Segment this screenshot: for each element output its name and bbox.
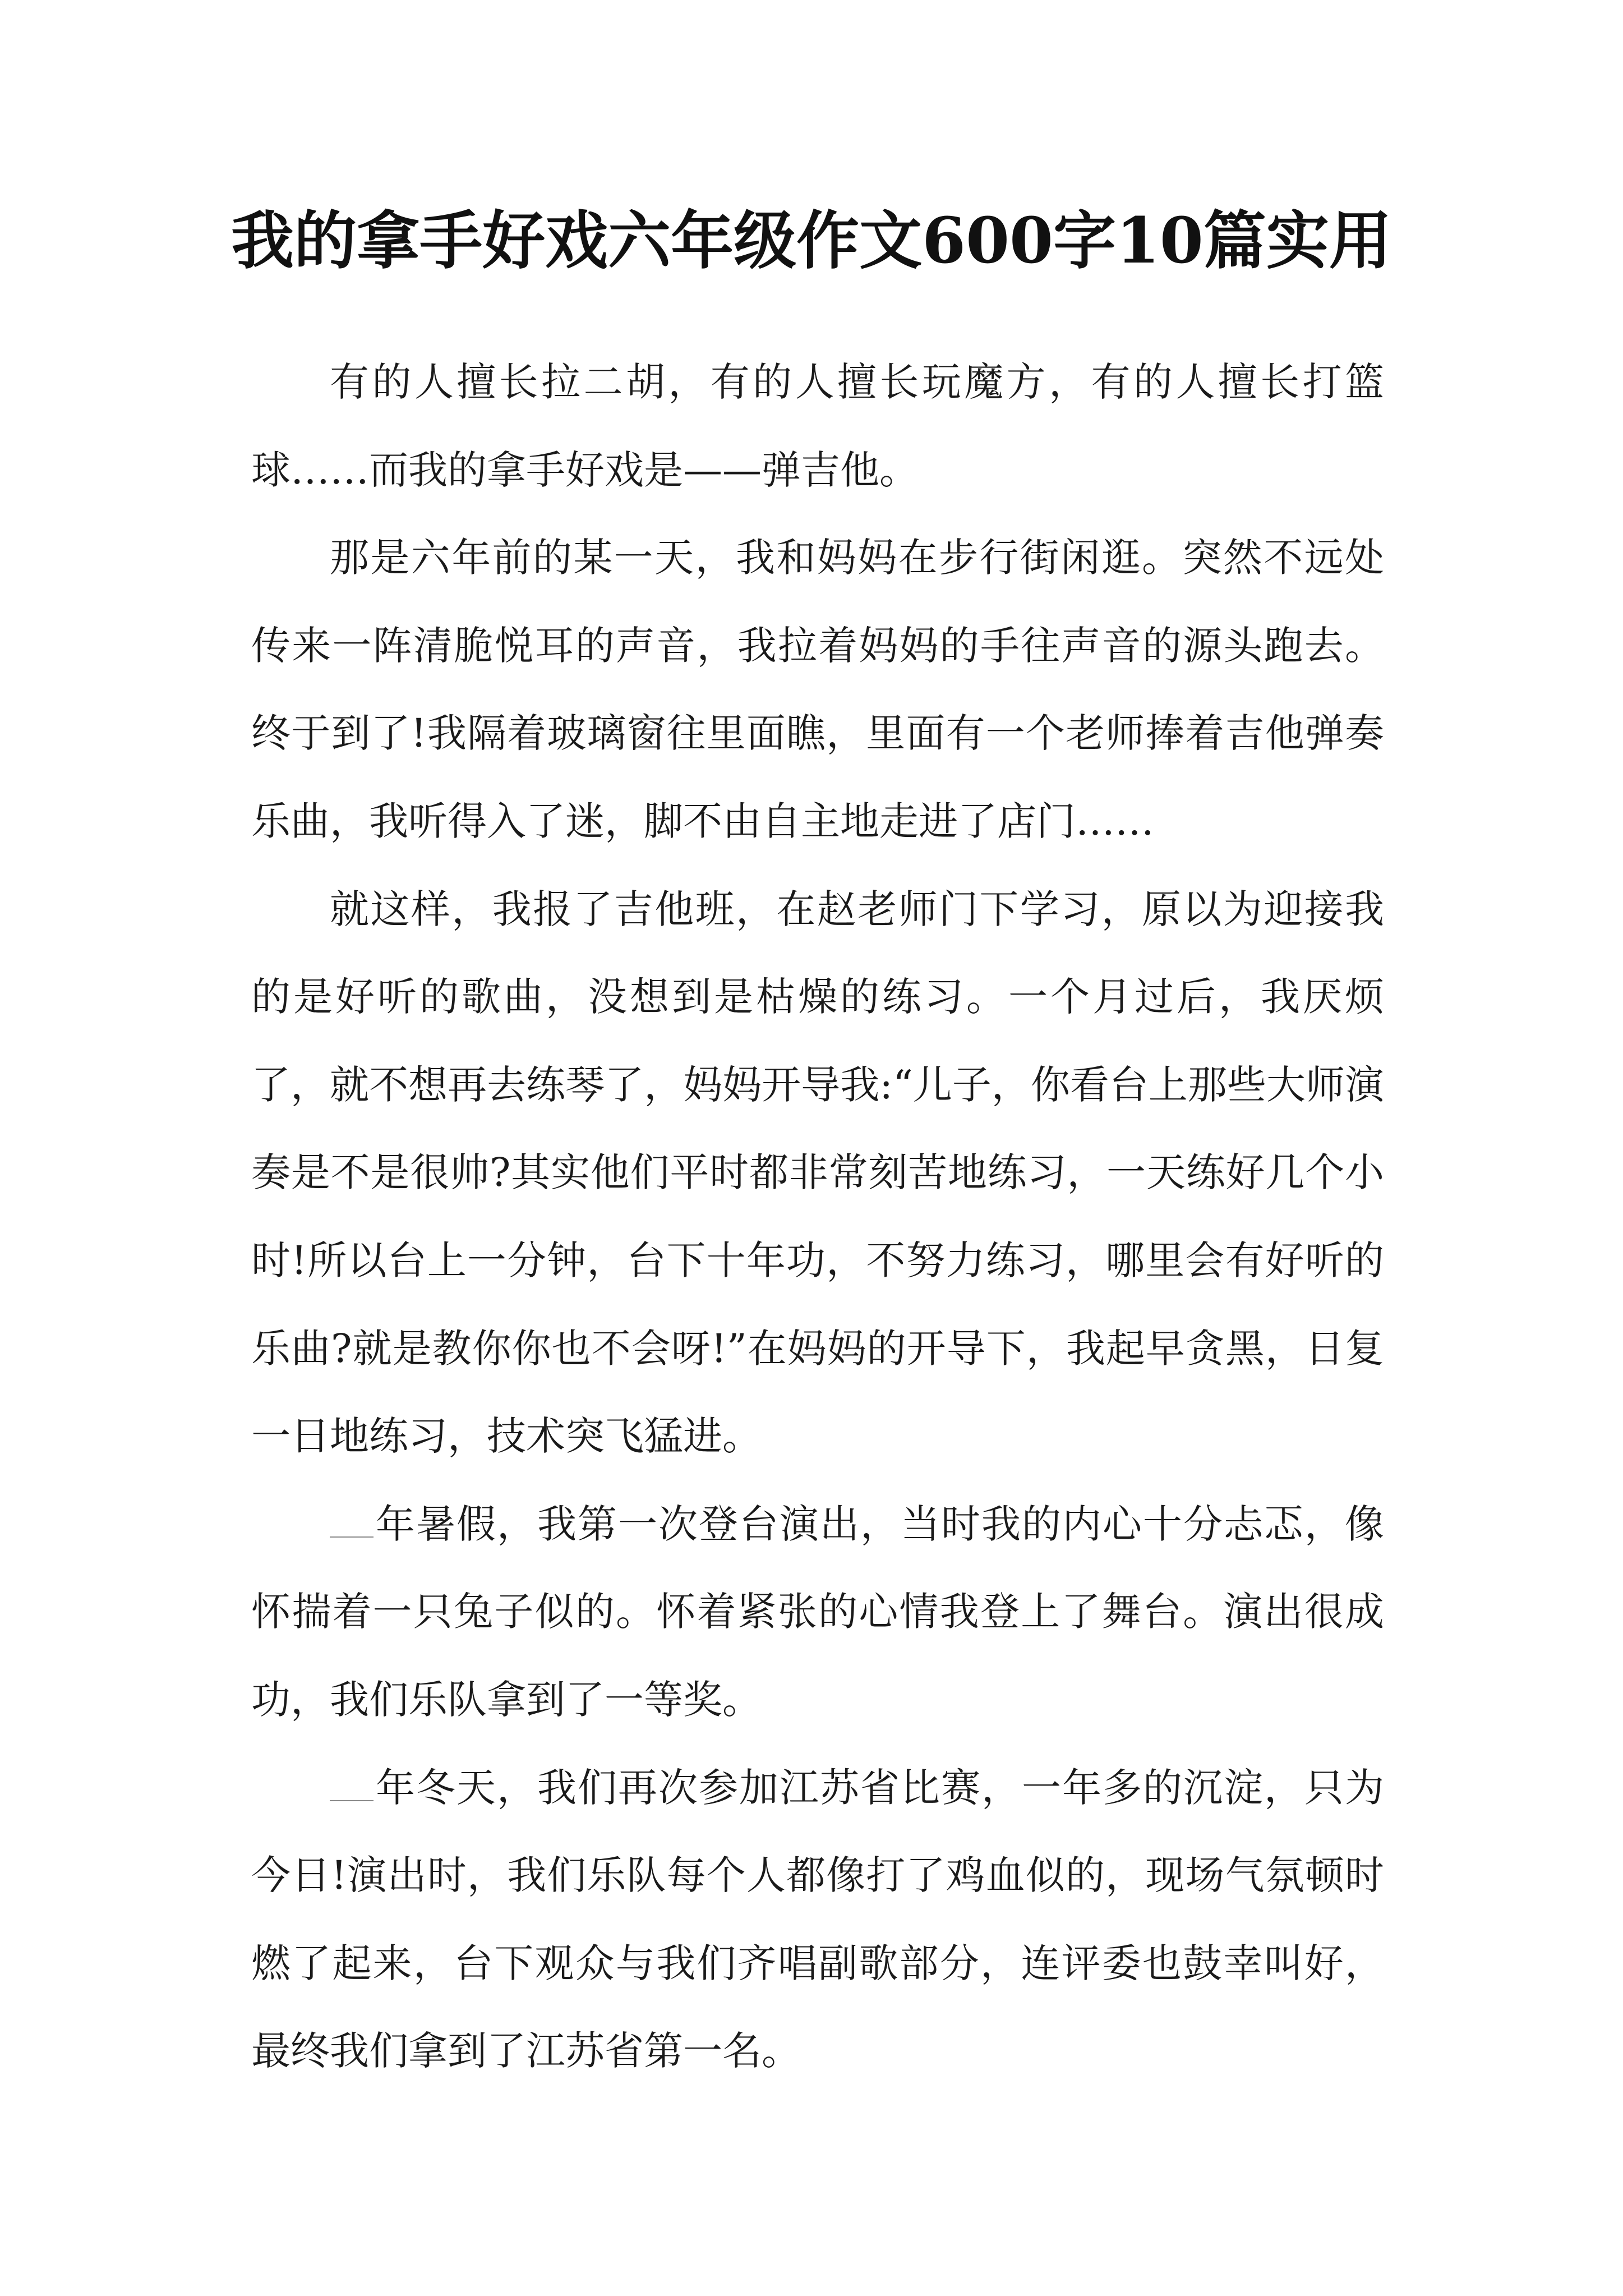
paragraph-winter-text: 年冬天，我们再次参加江苏省比赛，一年多的沉淀，只为今日!演出时，我们乐队每个人都像打了鸡血似的，现场气氛顿时燃了起来，台下观众与我们齐唱副歌部分，连评委也鼓幸叫好，最终我们拿到了江苏省第一名。	[251, 1764, 1384, 2074]
paragraph-first-encounter: 那是六年前的某一天，我和妈妈在步行街闲逛。突然不远处传来一阵清脆悦耳的声音，我拉着妈妈的手往声音的源头跑去。终于到了!我隔着玻璃窗往里面瞧，里面有一个老师捧着吉他弹奏乐曲，我听得入了迷，脚不由自主地走进了店门……	[251, 535, 1384, 844]
blank-underline	[330, 1766, 374, 1801]
document-title: 我的拿手好戏六年级作文600字10篇实用	[231, 204, 1392, 278]
blank-underline	[330, 1503, 374, 1538]
paragraph-summer-text: 年暑假，我第一次登台演出，当时我的内心十分忐忑，像怀揣着一只兔子似的。怀着紧张的心情我登上了舞台。演出很成功，我们乐队拿到了一等奖。	[251, 1501, 1384, 1723]
paragraph-winter-competition	[251, 1744, 1384, 2095]
document-body	[251, 338, 1384, 2095]
paragraph-intro: 有的人擅长拉二胡，有的人擅长玩魔方，有的人擅长打篮球……而我的拿手好戏是——弹吉他。	[251, 359, 1384, 493]
paragraph-practice: 就这样，我报了吉他班，在赵老师门下学习，原以为迎接我的是好听的歌曲，没想到是枯燥的练习。一个月过后，我厌烦了，就不想再去练琴了，妈妈开导我:“儿子，你看台上那些大师演奏是不是很帅?其实他们平时都非常刻苦地练习，一天练好几个小时!所以台上一分钟，台下十年功，不努力练习，哪里会有好听的乐曲?就是教你你也不会呀!”在妈妈的开导下，我起早贪黑，日复一日地练习，技术突飞猛进。	[251, 886, 1384, 1460]
paragraph-summer-performance	[251, 1480, 1384, 1744]
